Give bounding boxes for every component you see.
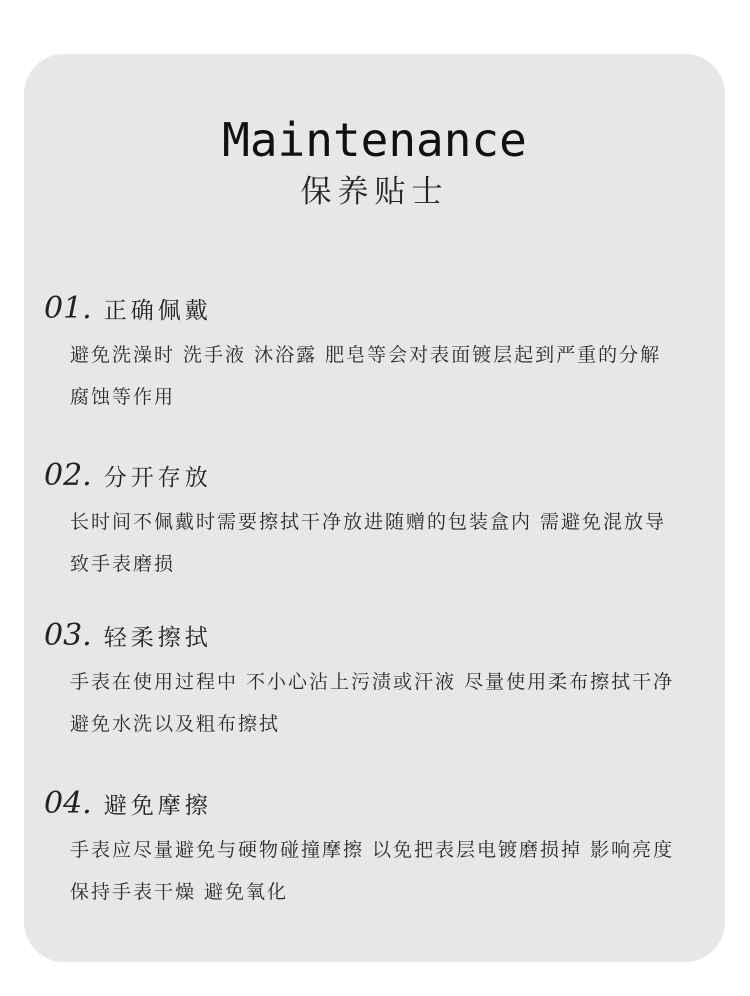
maintenance-card (24, 54, 725, 962)
section-store-separately (44, 456, 704, 585)
section-number: 02. (44, 458, 92, 493)
section-gentle-wipe (44, 616, 704, 745)
page-title: Maintenance (222, 113, 527, 167)
section-body: 长时间不佩戴时需要擦拭干净放进随赠的包装盒内 需避免混放导致手表磨损 (70, 511, 667, 575)
section-heading (44, 784, 704, 824)
section-number: 03. (44, 618, 92, 653)
section-avoid-friction (44, 784, 704, 913)
section-body: 手表在使用过程中 不小心沾上污渍或汗液 尽量使用柔布擦拭干净 避免水洗以及粗布擦拭 (70, 671, 675, 735)
section-title: 轻柔擦拭 (103, 625, 212, 651)
section-heading (44, 289, 704, 329)
section-number: 01. (44, 291, 92, 326)
section-wear-correctly (44, 289, 704, 418)
section-heading (44, 616, 704, 656)
section-body: 避免洗澡时 洗手液 沐浴露 肥皂等会对表面镀层起到严重的分解 腐蚀等作用 (70, 344, 662, 408)
section-body: 手表应尽量避免与硬物碰撞摩擦 以免把表层电镀磨损掉 影响亮度 保持手表干燥 避免氧化 (70, 839, 675, 903)
page-subtitle: 保养贴士 (300, 174, 449, 210)
section-title: 避免摩擦 (103, 793, 212, 819)
section-title: 正确佩戴 (103, 298, 212, 324)
section-number: 04. (44, 786, 92, 821)
section-title: 分开存放 (103, 465, 212, 491)
section-heading (44, 456, 704, 496)
